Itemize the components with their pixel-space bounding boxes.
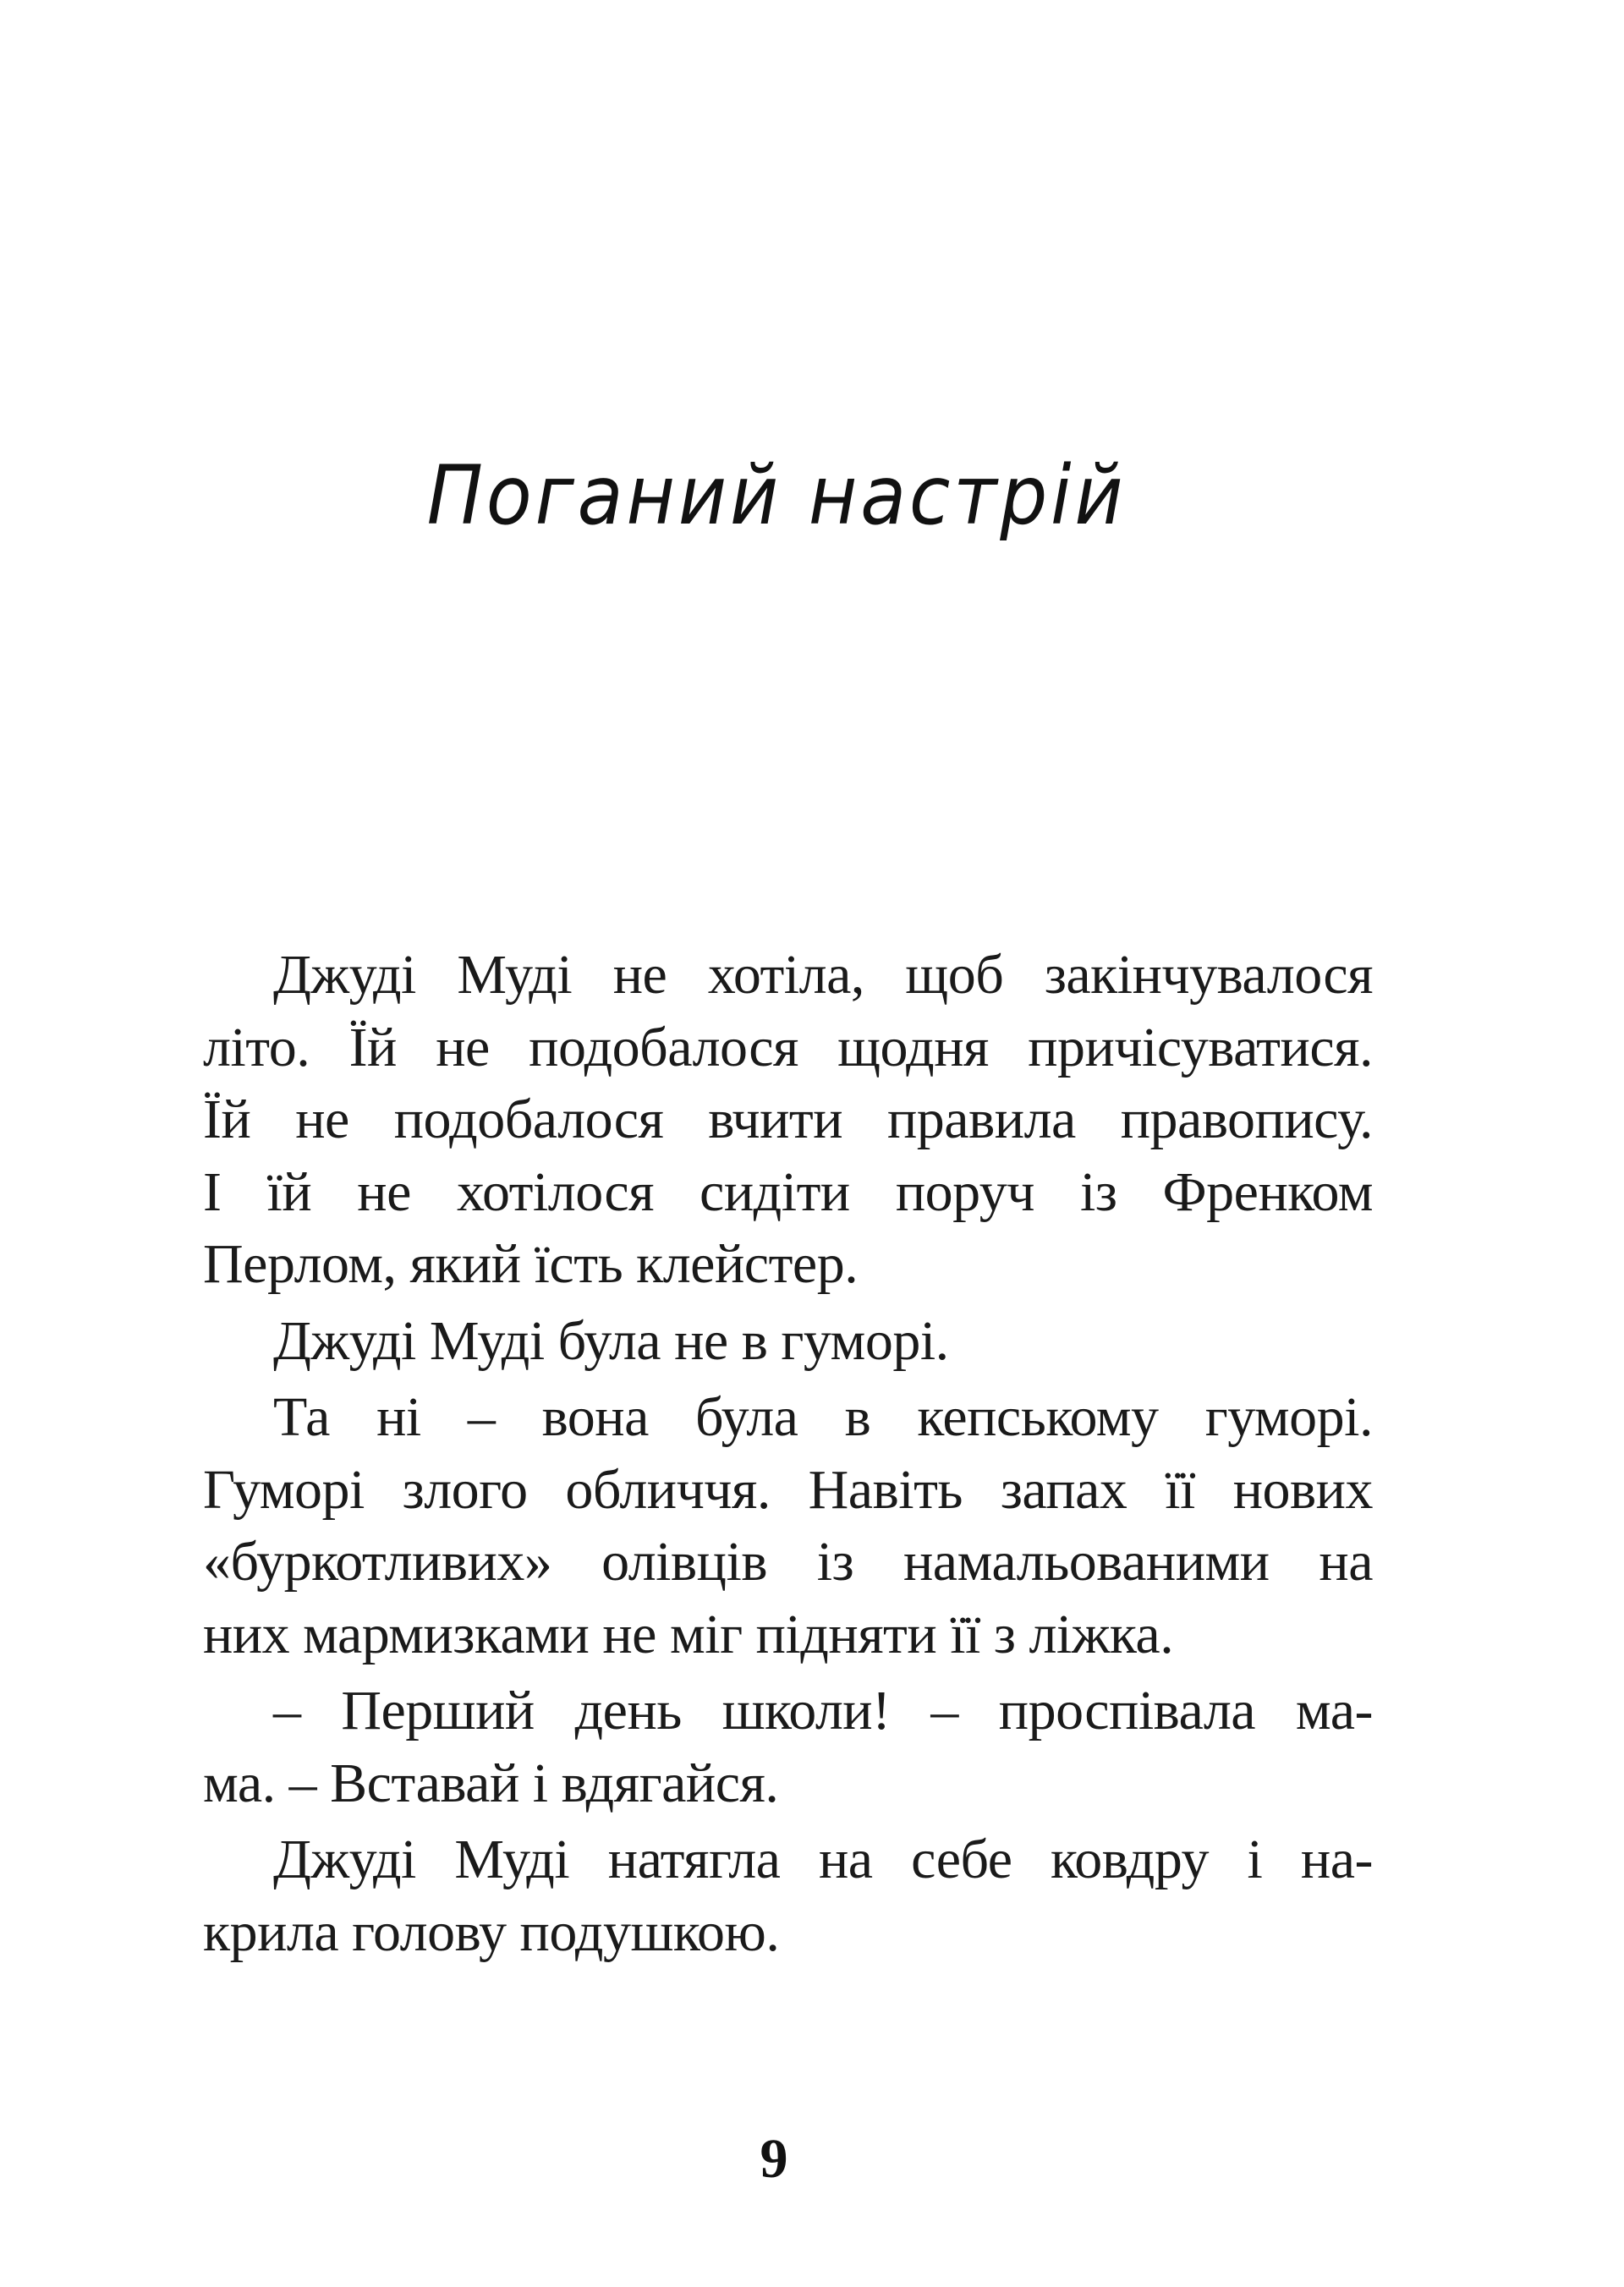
text-line: Їй не подобалося вчити правила правопису. bbox=[203, 1089, 1373, 1150]
paragraph bbox=[203, 1675, 1373, 1819]
text-line: Перлом, який їсть клейстер. bbox=[203, 1233, 859, 1295]
chapter-title: Поганий настрій bbox=[426, 448, 1127, 543]
body-text bbox=[203, 939, 1373, 1972]
text-line: літо. Їй не подобалося щодня причісуватися. bbox=[203, 1016, 1373, 1078]
text-line: крила голову подушкою. bbox=[203, 1900, 780, 1963]
text-line: них мармизками не міг підняти її з ліжка. bbox=[203, 1603, 1174, 1665]
paragraph bbox=[203, 1824, 1373, 1968]
text-line: Та ні – вона була в кепському гуморі. bbox=[273, 1386, 1373, 1448]
text-line: Джуді Муді натягла на себе ковдру і на- bbox=[273, 1829, 1373, 1890]
text-line: – Перший день школи! – проспівала ма- bbox=[273, 1680, 1373, 1741]
text-line: Гуморі злого обличчя. Навіть запах її нових bbox=[203, 1458, 1373, 1521]
page-number: 9 bbox=[760, 2128, 788, 2190]
text-line: ма. – Вставай і вдягайся. bbox=[203, 1752, 779, 1814]
text-line: Джуді Муді не хотіла, щоб закінчувалося bbox=[273, 944, 1373, 1006]
text-line: «буркотливих» олівців із намальованими на bbox=[203, 1531, 1373, 1593]
paragraph bbox=[203, 939, 1373, 1301]
paragraph bbox=[203, 1381, 1373, 1670]
text-line: Джуді Муді була не в гуморі. bbox=[273, 1309, 949, 1372]
text-line: І їй не хотілося сидіти поруч із Френком bbox=[203, 1160, 1373, 1223]
paragraph bbox=[203, 1305, 1373, 1378]
